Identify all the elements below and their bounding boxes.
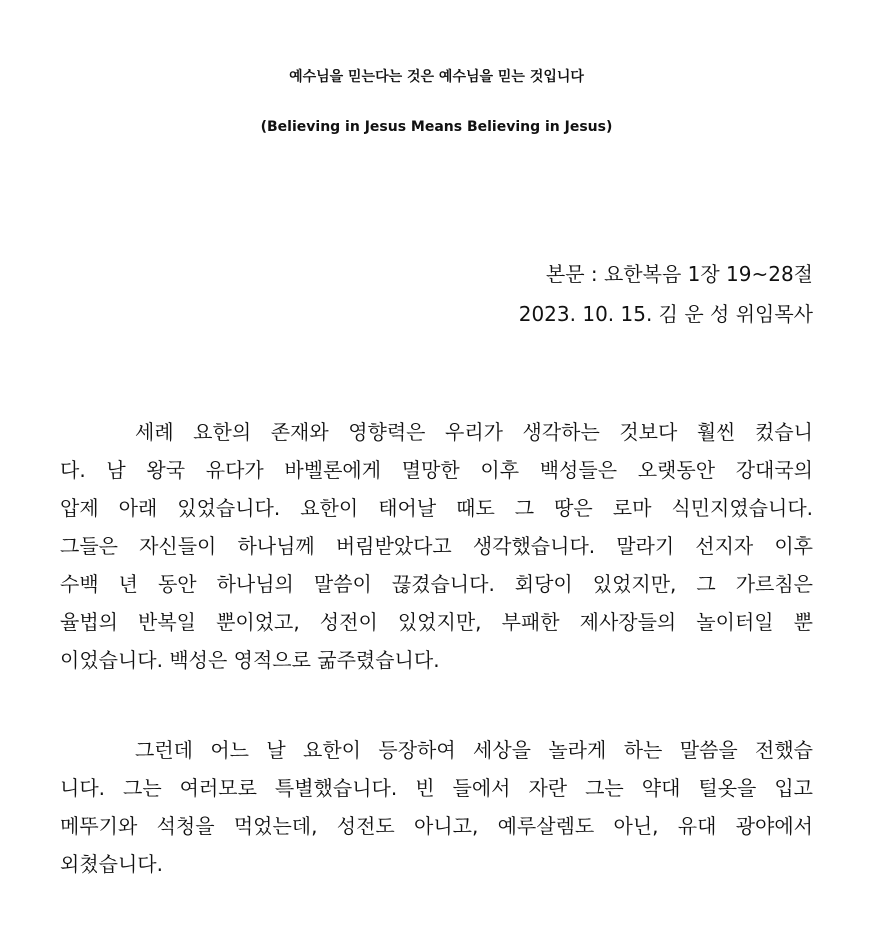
sermon-title [0, 52, 873, 152]
paragraph-line: 그들은 자신들이 하나님께 버림받았다고 생각했습니다. 말라기 선지자 이후 [60, 534, 813, 558]
body-paragraph-1 [60, 413, 813, 679]
paragraph-line: 율법의 반복일 뿐이었고, 성전이 있었지만, 부패한 제사장들의 놀이터일 뿐 [60, 610, 813, 634]
sermon-meta [519, 254, 813, 334]
paragraph-line: 세례 요한의 존재와 영향력은 우리가 생각하는 것보다 훨씬 컸습니 [135, 420, 813, 444]
title-korean: 예수님을 믿는다는 것은 예수님을 믿는 것입니다 [289, 69, 584, 85]
paragraph-line: 수백 년 동안 하나님의 말씀이 끊겼습니다. 회당이 있었지만, 그 가르침은 [60, 572, 813, 596]
paragraph-line: 그런데 어느 날 요한이 등장하여 세상을 놀라게 하는 말씀을 전했습 [135, 738, 813, 762]
date-and-author: 2023. 10. 15. 김 운 성 위임목사 [518, 302, 813, 326]
paragraph-line: 이었습니다. 백성은 영적으로 굶주렸습니다. [60, 648, 440, 672]
paragraph-line: 외쳤습니다. [60, 852, 163, 876]
paragraph-line: 메뚜기와 석청을 먹었는데, 성전도 아니고, 예루살렘도 아닌, 유대 광야에서 [60, 814, 813, 838]
body-paragraph-2 [60, 731, 813, 883]
title-english: (Believing in Jesus Means Believing in Jesus) [260, 119, 613, 135]
paragraph-line: 다. 남 왕국 유다가 바벨론에게 멸망한 이후 백성들은 오랫동안 강대국의 [60, 458, 813, 482]
paragraph-line: 니다. 그는 여러모로 특별했습니다. 빈 들에서 자란 그는 약대 털옷을 입고 [60, 776, 813, 800]
scripture-reference: 본문 : 요한복음 1장 19~28절 [545, 262, 813, 286]
paragraph-line: 압제 아래 있었습니다. 요한이 태어날 때도 그 땅은 로마 식민지였습니다. [60, 496, 813, 520]
